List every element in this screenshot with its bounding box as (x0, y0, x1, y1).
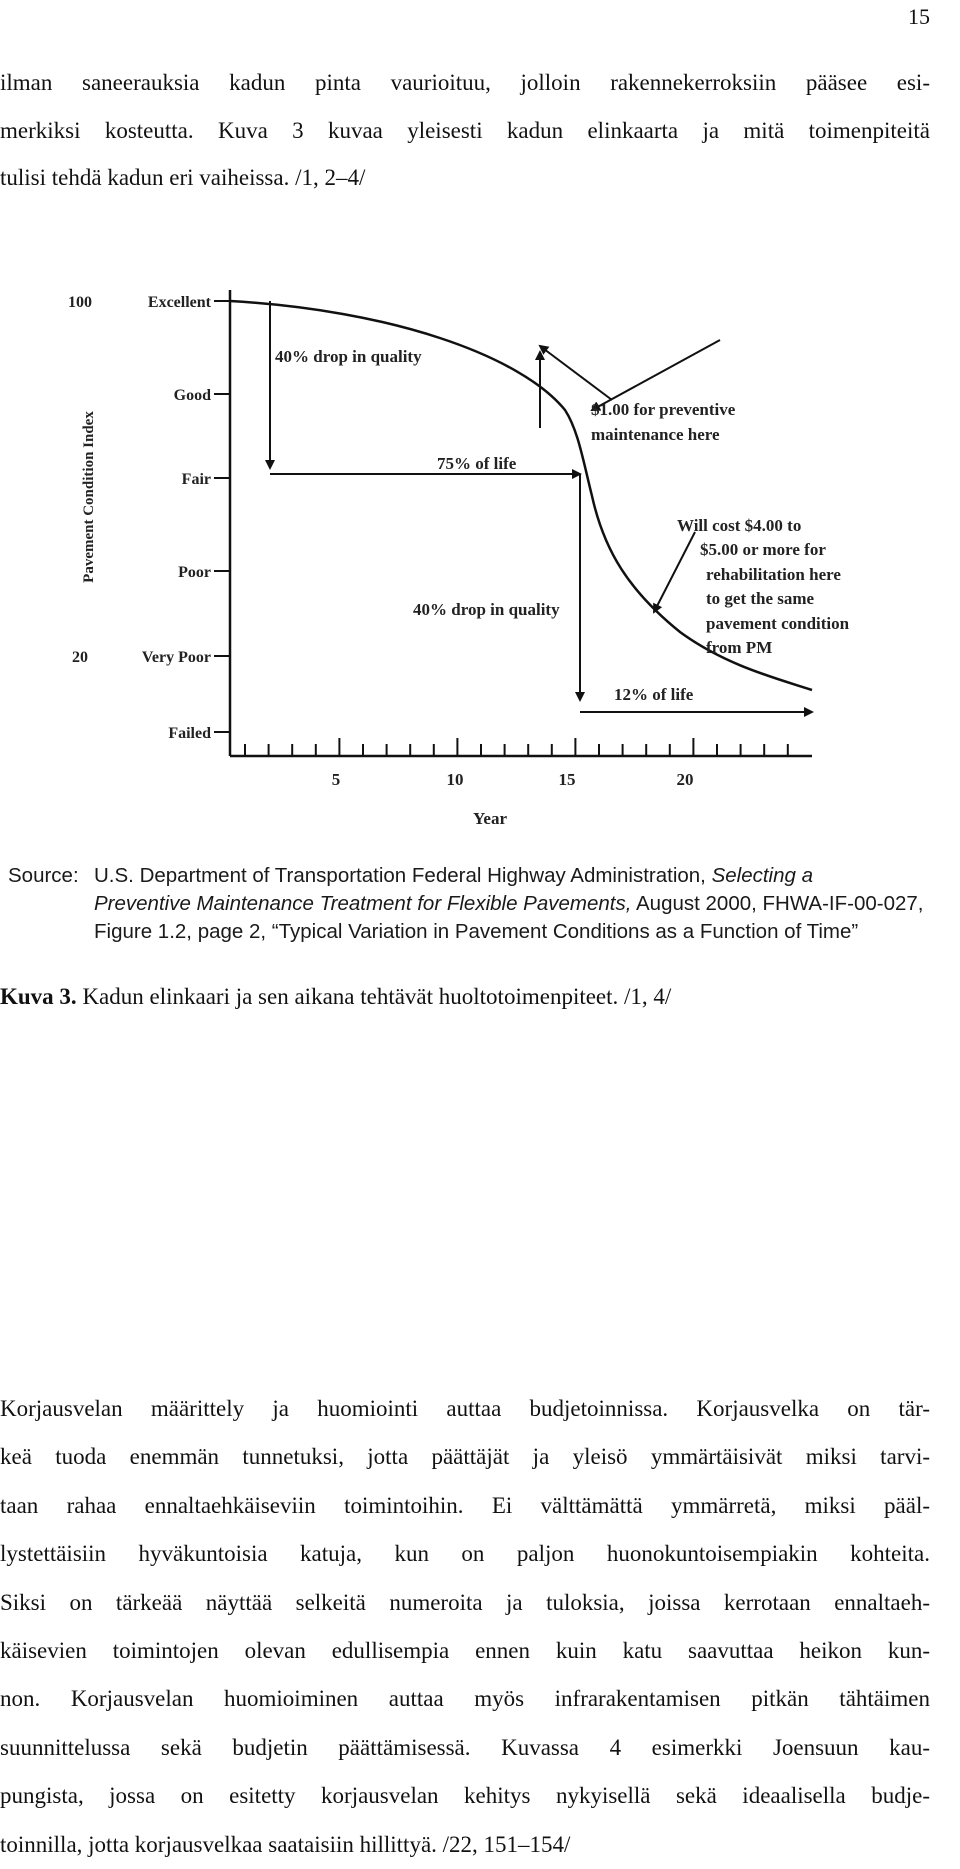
figure-caption (0, 984, 671, 1010)
text-line: lystettäisiin hyväkuntoisia katuja, kun on paljon huonokuntoisempiakin kohteita. (0, 1541, 930, 1567)
source-text: August 2000, FHWA-IF-00-027, (631, 892, 924, 915)
rehab-cost-label: Will cost $4.00 to $5.00 or more for rehabilitation here to get the same pavement condition from PM (677, 516, 850, 657)
text-line: non. Korjausvelan huomioiminen auttaa myös infrarakentamisen pitkän tähtäimen (0, 1686, 930, 1712)
y-level-label: Poor (178, 564, 211, 581)
x-axis-title: Year (473, 809, 507, 828)
y-level-label: Good (173, 387, 211, 404)
pm-cost-label: $1.00 for preventive maintenance here (591, 400, 736, 444)
text-line: keä tuoda enemmän tunnetuksi, jotta päättäjät ja yleisö ymmärtäisivät miksi tarvi- (0, 1444, 930, 1470)
life75-label: 75% of life (437, 454, 517, 473)
y-number-top: 100 (68, 294, 92, 311)
source-label: Source: (8, 864, 79, 887)
x-tick-label: 20 (676, 770, 694, 789)
page-number: 15 (908, 4, 930, 29)
y-level-label: Very Poor (141, 649, 211, 666)
intro-paragraph (0, 59, 930, 202)
source-text: U.S. Department of Transportation Federal Highway Administration, (94, 864, 712, 887)
source-text: Figure 1.2, page 2, “Typical Variation in Pavement Conditions as a Function of Time” (94, 920, 859, 943)
x-tick-label: 10 (446, 770, 464, 789)
text-line: suunnittelussa sekä budjetin päättämisessä. Kuvassa 4 esimerkki Joensuun kau- (0, 1734, 930, 1760)
pavement-condition-figure (0, 260, 960, 860)
y-level-label: Excellent (147, 294, 211, 311)
figure-source (8, 862, 948, 946)
y-level-label: Fair (181, 471, 211, 488)
source-title: Selecting a (711, 864, 813, 887)
caption-text: Kadun elinkaari ja sen aikana tehtävät huoltotoimenpiteet. /1, 4/ (76, 984, 672, 1009)
text-line: taan rahaa ennaltaehkäiseviin toimintoihin. Ei välttämättä ymmärretä, miksi pääl- (0, 1492, 930, 1518)
source-title: Preventive Maintenance Treatment for Flexible Pavements, (94, 892, 632, 915)
drop1-label: 40% drop in quality (275, 347, 422, 366)
text-line: pungista, jossa on esitetty korjausvelan kehitys nykyisellä sekä ideaalisella budje- (0, 1783, 930, 1809)
caption-label: Kuva 3. (0, 984, 77, 1009)
text-line: toinnilla, jotta korjausvelkaa saataisiin hillittyä. /22, 151–154/ (0, 1831, 571, 1857)
text-line: Siksi on tärkeää näyttää selkeitä numeroita ja tuloksia, joissa kerrotaan ennaltaeh- (0, 1589, 930, 1615)
x-tick-label: 5 (331, 770, 341, 789)
drop2-label: 40% drop in quality (413, 600, 560, 619)
y-axis-title: Pavement Condition Index (81, 411, 97, 583)
rehab-callout-arrow (654, 532, 695, 612)
text-line: ilman saneerauksia kadun pinta vaurioituu, jolloin rakennekerroksiin pääsee esi- (0, 70, 930, 95)
pm-pointer-arrow (540, 346, 612, 400)
text-line: Korjausvelan määrittely ja huomiointi auttaa budjetoinnissa. Korjausvelka on tär- (0, 1396, 930, 1421)
body-paragraph (0, 1385, 930, 1869)
y-number-bottom: 20 (72, 649, 88, 666)
x-tick-label: 15 (558, 770, 576, 789)
x-tick-marks (245, 738, 788, 756)
y-level-label: Failed (168, 725, 211, 742)
life12-label: 12% of life (614, 685, 694, 704)
text-line: tulisi tehdä kadun eri vaiheissa. /1, 2–4/ (0, 165, 366, 190)
text-line: merkiksi kosteutta. Kuva 3 kuvaa yleisesti kadun elinkaarta ja mitä toimenpiteitä (0, 117, 930, 143)
text-line: käisevien toimintojen olevan edullisempia ennen kuin katu saavuttaa heikon kun- (0, 1638, 930, 1664)
